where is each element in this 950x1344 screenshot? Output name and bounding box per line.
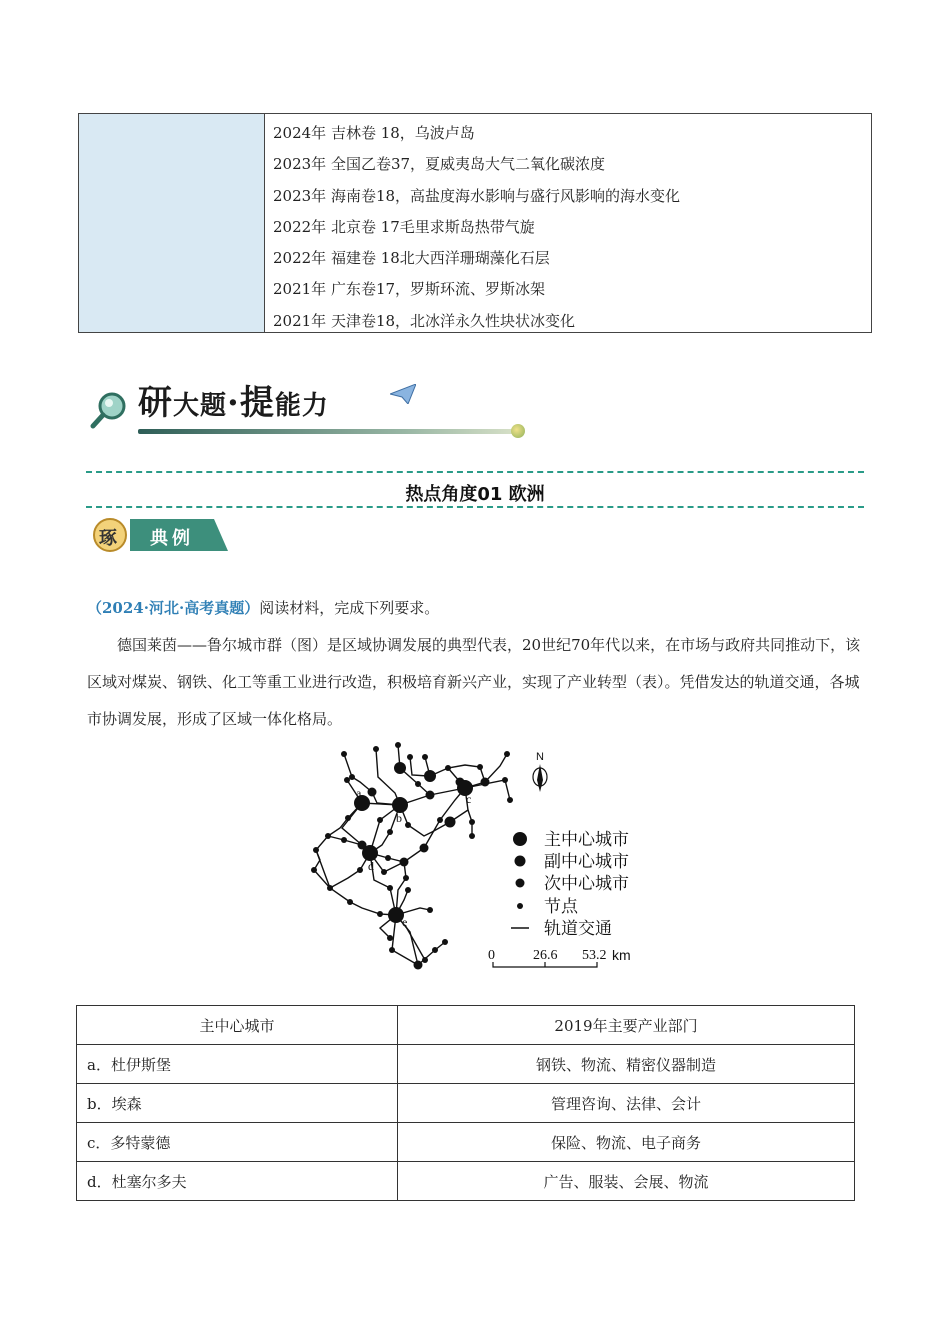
map-svg: [300, 740, 650, 975]
city-label-c: c: [466, 792, 472, 806]
exam-list: [265, 114, 871, 332]
table-cell: a．杜伊斯堡: [77, 1045, 398, 1084]
banner-dot: [511, 424, 525, 438]
question-instruction: 阅读材料，完成下列要求。: [259, 599, 440, 617]
industry-table: [76, 1005, 855, 1201]
city-label-a: a: [356, 786, 362, 800]
table-cell: d．杜塞尔多夫: [77, 1162, 398, 1201]
svg-text:53.2: 53.2: [582, 948, 607, 963]
list-item: 2023年 全国乙卷37，夏威夷岛大气二氧化碳浓度: [273, 155, 606, 174]
table-cell: 钢铁、物流、精密仪器制造: [398, 1045, 855, 1084]
city-label-d: d: [368, 859, 374, 873]
divider: [86, 506, 864, 508]
svg-text:节点: 节点: [544, 897, 578, 917]
table-row: [77, 1045, 855, 1084]
city-label-e: e: [402, 915, 408, 929]
section-title: 热点角度01 欧洲: [405, 484, 545, 505]
table-cell: 管理咨询、法律、会计: [398, 1084, 855, 1123]
city-label-b: b: [396, 811, 402, 825]
table-row: [77, 1084, 855, 1123]
list-item: 2021年 天津卷18，北冰洋永久性块状冰变化: [273, 311, 576, 330]
question-paragraph: 德国莱茵——鲁尔城市群（图）是区域协调发展的典型代表，20世纪70年代以来，在市场与政府共同推动下，该区域对煤炭、钢铁、化工等重工业进行改造，积极培育新兴产业，实现了产业转型（表）。凭借发达的轨道交通，各城市协调发展，形成了区域一体化格局。: [87, 636, 861, 728]
banner-title: 研大题·提能力: [138, 383, 329, 423]
list-item: 2021年 广东卷17，罗斯环流、罗斯冰架: [273, 280, 546, 299]
rail-network-map: [300, 740, 650, 975]
magnifier-icon: [90, 390, 130, 430]
north-arrow-icon: [533, 751, 547, 792]
paper-plane-icon: [390, 384, 416, 404]
table-label-cell: [79, 114, 265, 332]
scale-bar: [488, 947, 631, 967]
table-row: [77, 1123, 855, 1162]
table-cell: c．多特蒙德: [77, 1123, 398, 1162]
table-cell: 保险、物流、电子商务: [398, 1123, 855, 1162]
map-legend: [511, 830, 629, 939]
exam-reference-table: [78, 113, 872, 333]
svg-text:主中心城市: 主中心城市: [544, 830, 629, 850]
table-row: [77, 1162, 855, 1201]
seal-glyph: 琢: [99, 528, 117, 549]
svg-text:0: 0: [488, 948, 495, 963]
divider: [86, 471, 864, 473]
table-cell: 广告、服装、会展、物流: [398, 1162, 855, 1201]
table-header: 主中心城市: [77, 1006, 398, 1045]
badge-label: 典例: [150, 528, 194, 549]
table-cell: b．埃森: [77, 1084, 398, 1123]
question-prompt: [87, 590, 867, 627]
list-item: 2024年 吉林卷 18，乌波卢岛: [273, 124, 475, 142]
list-item: 2023年 海南卷18，高盐度海水影响与盛行风影响的海水变化: [273, 186, 681, 205]
svg-text:轨道交通: 轨道交通: [544, 919, 612, 939]
list-item: 2022年 福建卷 18北大西洋珊瑚藻化石层: [273, 249, 550, 268]
banner-underline: [138, 429, 518, 434]
example-badge: [90, 517, 230, 553]
list-item: 2022年 北京卷 17毛里求斯岛热带气旋: [273, 217, 535, 236]
svg-text:次中心城市: 次中心城市: [544, 874, 629, 894]
svg-text:26.6: 26.6: [533, 948, 558, 963]
svg-text:N: N: [536, 751, 544, 763]
table-header: 2019年主要产业部门: [398, 1006, 855, 1045]
svg-text:副中心城市: 副中心城市: [544, 852, 629, 872]
svg-text:km: km: [612, 947, 631, 963]
section-banner: [90, 378, 530, 440]
table-header-row: [77, 1006, 855, 1045]
question-source: （2024·河北·高考真题）: [87, 599, 260, 617]
